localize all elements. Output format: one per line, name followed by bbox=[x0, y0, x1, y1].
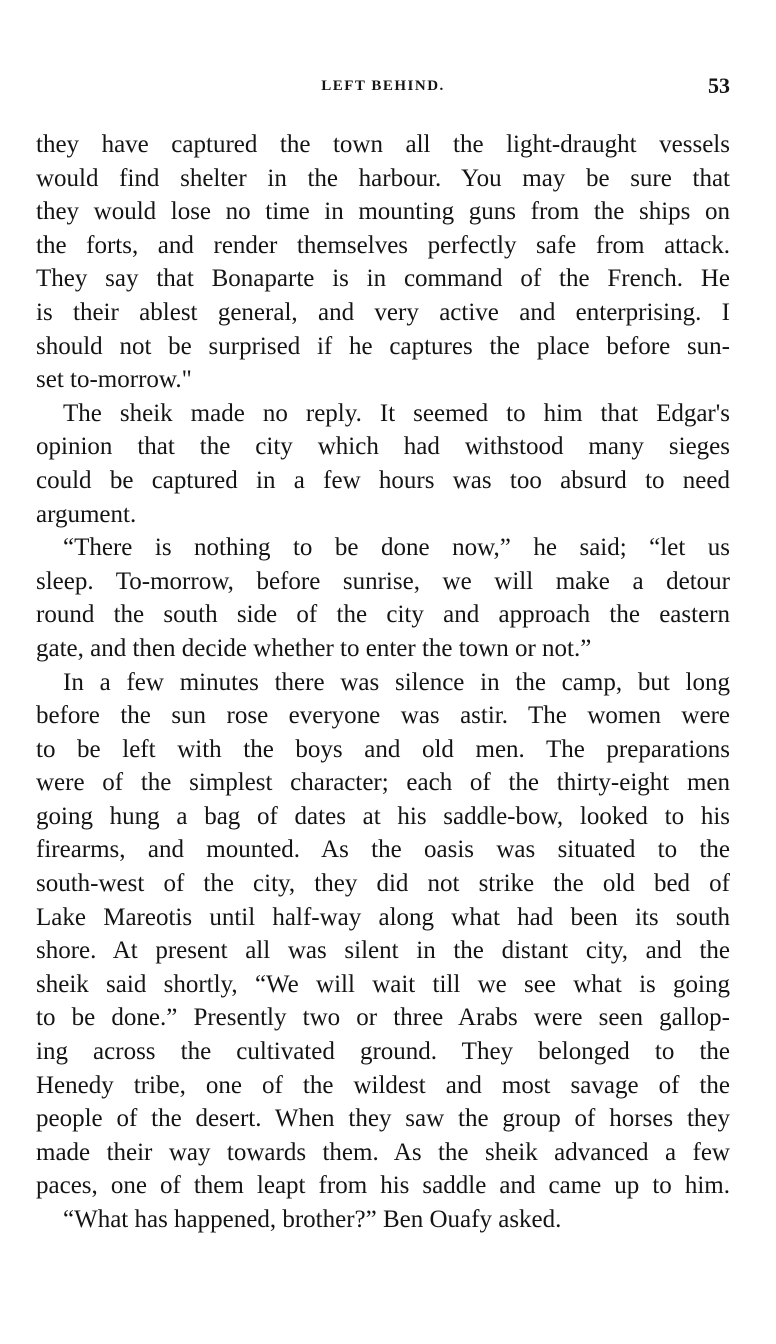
text-line: they would lose no time in mounting guns from the ships on bbox=[36, 198, 730, 226]
text-line: the forts, and render themselves perfectly safe from attack. bbox=[36, 231, 730, 259]
text-line: made their way towards them. As the sheik advanced a few bbox=[36, 1138, 730, 1166]
text-line: round the south side of the city and approach the eastern bbox=[36, 601, 730, 629]
text-line: Henedy tribe, one of the wildest and most savage of the bbox=[36, 1071, 730, 1099]
text-line: In a few minutes there was silence in the camp, but long bbox=[63, 668, 730, 696]
text-line: paces, one of them leapt from his saddle and came up to him. bbox=[36, 1172, 730, 1200]
text-line: would find shelter in the harbour. You may be sure that bbox=[36, 164, 730, 192]
text-line: should not be surprised if he captures the place before sun- bbox=[36, 332, 730, 360]
body-text bbox=[36, 128, 730, 1237]
page-number: 53 bbox=[708, 73, 730, 98]
text-line: “What has happened, brother?” Ben Ouafy asked. bbox=[63, 1206, 562, 1233]
text-line: sleep. To-morrow, before sunrise, we will make a detour bbox=[36, 567, 730, 595]
text-line: They say that Bonaparte is in command of the French. He bbox=[36, 265, 730, 293]
text-line: is their ablest general, and very active and enterprising. I bbox=[36, 298, 730, 326]
text-line: Lake Mareotis until half-way along what had been its south bbox=[36, 903, 730, 931]
text-line: “There is nothing to be done now,” he said; “let us bbox=[63, 534, 730, 562]
text-line: were of the simplest character; each of the thirty-eight men bbox=[36, 769, 730, 797]
text-line: to be left with the boys and old men. The preparations bbox=[36, 735, 730, 763]
running-title: LEFT BEHIND. bbox=[321, 78, 445, 94]
text-line: they have captured the town all the light-draught vessels bbox=[36, 131, 730, 158]
text-line: gate, and then decide whether to enter the town or not.” bbox=[36, 634, 592, 662]
text-line: people of the desert. When they saw the group of horses they bbox=[36, 1105, 730, 1133]
text-line: could be captured in a few hours was too absurd to need bbox=[36, 466, 730, 494]
text-line: before the sun rose everyone was astir. The women were bbox=[36, 702, 730, 730]
text-line: going hung a bag of dates at his saddle-bow, looked to his bbox=[36, 802, 730, 830]
text-line: opinion that the city which had withstood many sieges bbox=[36, 433, 730, 461]
text-line: argument. bbox=[36, 500, 137, 528]
text-line: to be done.” Presently two or three Arabs were seen gallop- bbox=[36, 1004, 730, 1032]
text-line: shore. At present all was silent in the distant city, and the bbox=[36, 937, 730, 965]
running-head bbox=[36, 73, 730, 102]
text-line: The sheik made no reply. It seemed to him that Edgar's bbox=[63, 399, 730, 427]
text-line: south-west of the city, they did not strike the old bed of bbox=[36, 870, 730, 898]
text-line: ing across the cultivated ground. They belonged to the bbox=[36, 1038, 730, 1066]
text-line: firearms, and mounted. As the oasis was situated to the bbox=[36, 836, 730, 864]
text-line: sheik said shortly, “We will wait till we see what is going bbox=[36, 970, 730, 998]
text-line: set to-morrow." bbox=[36, 366, 192, 394]
